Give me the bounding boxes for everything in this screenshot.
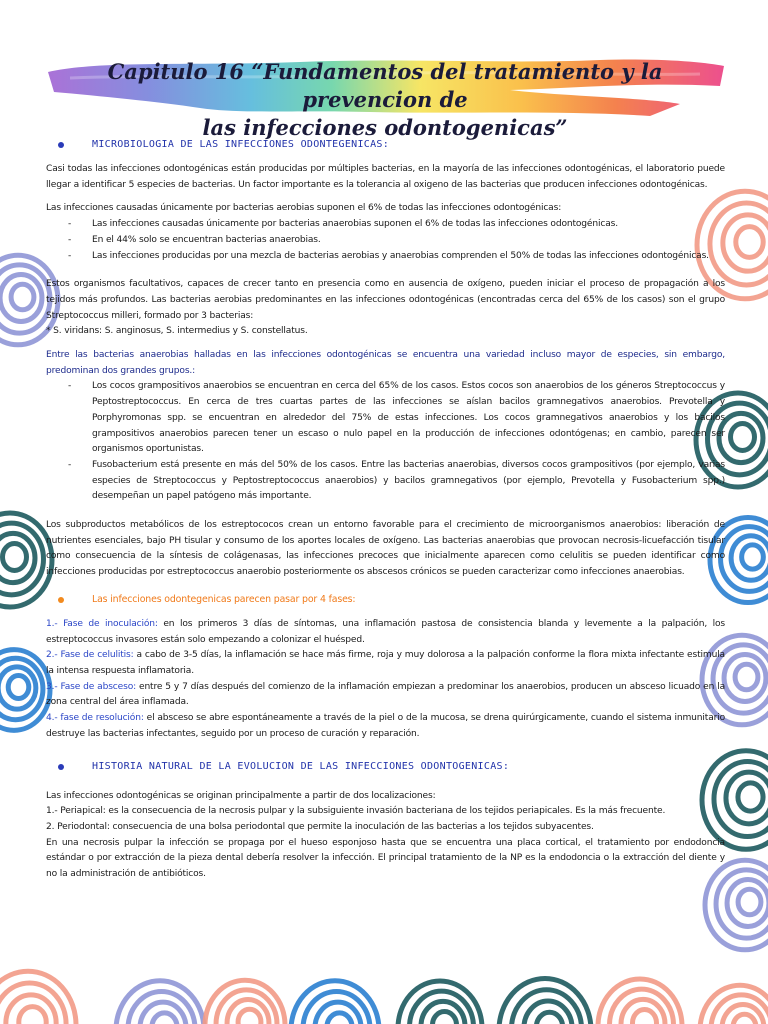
list-item-text: Los cocos grampositivos anaerobios se encuentran en cerca del 65% de los casos. Estos cocos son anaerobios de los géneros Streptococcus y Peptostreptococcus. En cerca de tres cuartas partes de las infecciones se aíslan bacilos gramnegativos anaerobios. Prevotella y Porphyromonas spp. se encuentran en alrededor del 75% de estas infecciones. Los cocos gramnegativos anaerobios y los bacilos grampositivos anaerobios parecen tener un escaso o nulo papel en la producción de infecciones odontógenas; en cambio, parecen ser organismos oportunistas.: [92, 381, 725, 455]
bullet-dot-icon: [58, 597, 64, 603]
paragraph: Casi todas las infecciones odontogénicas están producidas por múltiples bacterias, en la mayoría de las infecciones odontogénicas, el laboratorio puede llegar a identificar 5 especies de bacterias. Un factor importante es la tolerancia al oxigeno de las bacterias que producen infecciones odontogénicas.: [46, 164, 725, 190]
section-heading-text: HISTORIA NATURAL DE LA EVOLUCION DE LAS INFECCIONES ODONTOGENICAS:: [92, 760, 510, 772]
title-banner: [40, 52, 730, 140]
phase-item: [46, 680, 725, 711]
dash-bullet-icon: -: [68, 381, 72, 392]
section-heading-fases: [46, 591, 725, 609]
dash-bullet-icon: -: [68, 459, 72, 470]
list-item-text: Fusobacterium está presente en más del 50% de los casos. Entre las bacterias anaerobias, diversos cocos grampositivos (por ejemplo, varias especies de Streptococcus y Peptostreptococcus anaerobios) y bacilos gramnegativos (por ejemplo, Prevotella y Fusobacterium spp.) desempeñan un papel patógeno más importante.: [92, 459, 725, 502]
phase-text: en los primeros 3 días de síntomas, una inflamación pastosa de consistencia blanda y levemente a la palpación, los estreptococcus invasores están solo empezando a colonizar el huésped.: [46, 618, 725, 645]
paragraph: En una necrosis pulpar la infección se propaga por el hueso esponjoso hasta que se encuentra una placa cortical, el tratamiento por endodoncia estándar o por extracción de la pieza dental debería resolver la infección. El principal tratamiento de la NP es la endodoncia o la extracción del diente y no la administración de antibióticos.: [46, 837, 725, 880]
bullet-dot-icon: [58, 764, 64, 770]
phase-item: [46, 617, 725, 648]
paragraph-highlight: Entre las bacterias anaerobias halladas en las infecciones odontogénicas se encuentra una variedad incluso mayor de especies, sin embargo, predominan dos grandes grupos.:: [46, 350, 725, 376]
list-item-text: Las infecciones causadas únicamente por bacterias anaerobias suponen el 6% de todas las infecciones odontogénicas.: [92, 219, 618, 230]
dash-list: [46, 217, 725, 264]
phase-item: [46, 711, 725, 742]
page-title: [40, 58, 730, 142]
phase-label: 2.- Fase de celulitis:: [46, 650, 134, 661]
title-line-1: Capitulo 16 “Fundamentos del tratamiento y la prevencion de: [107, 59, 663, 112]
paragraph-line: Las infecciones odontogénicas se originan principalmente a partir de dos localizaciones:: [46, 790, 436, 801]
paragraph: Los subproductos metabólicos de los estreptococos crean un entorno favorable para el crecimiento de microorganismos anaerobios: liberación de nutrientes esenciales, bajo PH tisular y consumo de los aportes locales de oxígeno. Las bacterias anaerobias que provocan necrosis-licuefacción tisular como consecuencia de la síntesis de colágenasas, las infecciones precoces que inicialmente aparecen como celulitis se pueden identificar como infecciones producidas por estreptococcus anaerobio posteriormente os abscesos crónicos se pueden caracterizar como infecciones anaerobias.: [46, 520, 725, 578]
dash-bullet-icon: -: [68, 250, 72, 261]
paragraph: Las infecciones causadas únicamente por bacterias aerobias suponen el 6% de todas las infecciones odontogénicas:: [46, 203, 562, 214]
list-item-text: Las infecciones producidas por una mezcla de bacterias aerobias y anaerobias comprenden el 50% de todas las infecciones odontogénicas.: [92, 250, 709, 261]
paragraph: Estos organismos facultativos, capaces de crecer tanto en presencia como en ausencia de oxígeno, pueden iniciar el proceso de propagación a los tejidos más profundos. Las bacterias aerobias predominantes en las infecciones odontogénicas (encontradas cerca del 65% de los casos) son el grupo Streptococcus milleri, formado por 3 bacterias:: [46, 279, 725, 321]
section-heading-text: Las infecciones odontegenicas parecen pasar por 4 fases:: [92, 593, 356, 605]
section-heading-historia: [46, 758, 725, 776]
title-line-2: las infecciones odontogenicas”: [202, 115, 568, 140]
main-content: [46, 134, 725, 883]
phase-item: [46, 648, 725, 679]
list-item: [68, 217, 725, 233]
list-item: [68, 233, 725, 249]
dash-list: [46, 379, 725, 505]
list-item-text: En el 44% solo se encuentran bacterias anaerobias.: [92, 234, 321, 245]
list-item: [68, 458, 725, 505]
bullet-dot-icon: [58, 142, 64, 148]
phase-label: 4.- fase de resolución:: [46, 713, 144, 724]
phase-label: 3.- Fase de absceso:: [46, 681, 137, 692]
dash-bullet-icon: -: [68, 234, 72, 245]
phase-label: 1.- Fase de inoculación:: [46, 618, 158, 629]
dash-bullet-icon: -: [68, 219, 72, 230]
section-heading-microbiologia: [46, 136, 725, 154]
phase-text: el absceso se abre espontáneamente a través de la piel o de la mucosa, se drena quirúrgicamente, cuando el sistema inmunitario destruye las bacterias infectantes, seguido por un proceso de curación y reparación.: [46, 713, 725, 739]
section-heading-text: MICROBIOLOGIA DE LAS INFECCIONES ODONTEGENICAS:: [92, 139, 390, 150]
phase-text: a cabo de 3-5 días, la inflamación se hace más firme, roja y muy dolorosa a la palpación conforme la flora mixta infectante estimula la intensa respuesta inflamatoria.: [46, 650, 725, 676]
paragraph-line: 2. Periodontal: consecuencia de una bolsa periodontal que permite la inoculación de las bacterias a los tejidos subyacentes.: [46, 821, 594, 832]
phase-text: entre 5 y 7 días después del comienzo de la inflamación empiezan a predominar los anaerobios, producen un absceso licuado en la zona central del área inflamada.: [46, 681, 726, 708]
paragraph: * S. viridans: S. anginosus, S. intermedius y S. constellatus.: [46, 326, 308, 337]
paragraph-line: 1.- Periapical: es la consecuencia de la necrosis pulpar y la subsiguiente invasión bacteriana de los tejidos periapicales. Es la más frecuente.: [46, 806, 666, 817]
list-item: [68, 379, 725, 458]
list-item: [68, 249, 725, 265]
